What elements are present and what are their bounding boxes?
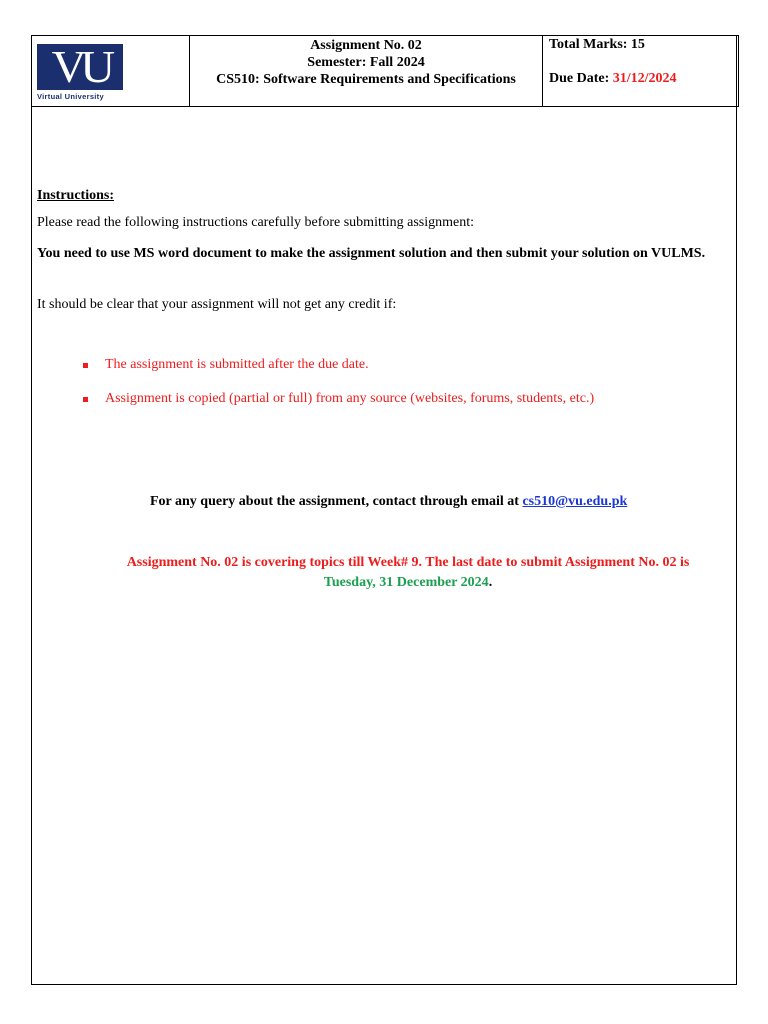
course-title: CS510: Software Requirements and Specifications <box>216 72 516 87</box>
logo-cell <box>32 36 190 107</box>
logo-mark <box>37 41 123 92</box>
deadline-notice <box>80 553 736 593</box>
due-date-value: 31/12/2024 <box>612 71 677 86</box>
word-document-note: You need to use MS word document to make the assignment solution and then submit your solution on VULMS. <box>37 246 706 261</box>
assignment-number: Assignment No. 02 <box>310 38 422 53</box>
logo-mark-text: VU <box>51 41 109 92</box>
query-text: For any query about the assignment, contact through email at <box>150 494 523 509</box>
due-date-label: Due Date: <box>549 71 613 86</box>
notice-end: . <box>488 575 493 590</box>
instructions-heading: Instructions: <box>37 188 115 203</box>
no-credit-list <box>83 357 723 425</box>
notice-date: Tuesday, 31 December 2024 <box>323 575 489 590</box>
page-frame <box>31 35 737 985</box>
list-item-text: Assignment is copied (partial or full) from any source (websites, forums, students, etc.) <box>105 391 595 406</box>
due-date <box>549 71 738 87</box>
email-link[interactable]: cs510@vu.edu.pk <box>522 494 628 509</box>
assignment-info-cell <box>190 36 543 107</box>
credit-note: It should be clear that your assignment will not get any credit if: <box>37 297 397 312</box>
list-item-text: The assignment is submitted after the due date. <box>105 357 369 372</box>
instructions-intro: Please read the following instructions carefully before submitting assignment: <box>37 215 475 230</box>
bullet-square-icon <box>83 363 88 368</box>
marks-cell <box>543 36 739 107</box>
total-marks: Total Marks: 15 <box>549 37 645 52</box>
header-table <box>31 35 739 107</box>
list-item <box>83 391 723 407</box>
vu-logo <box>37 41 125 102</box>
query-line <box>150 494 627 510</box>
notice-red-text: Assignment No. 02 is covering topics till Week# 9. The last date to submit Assignment No. 02 is <box>126 555 690 570</box>
semester: Semester: Fall 2024 <box>307 55 425 70</box>
list-item <box>83 357 723 373</box>
bullet-square-icon <box>83 397 88 402</box>
logo-subtitle: Virtual University <box>37 92 104 101</box>
